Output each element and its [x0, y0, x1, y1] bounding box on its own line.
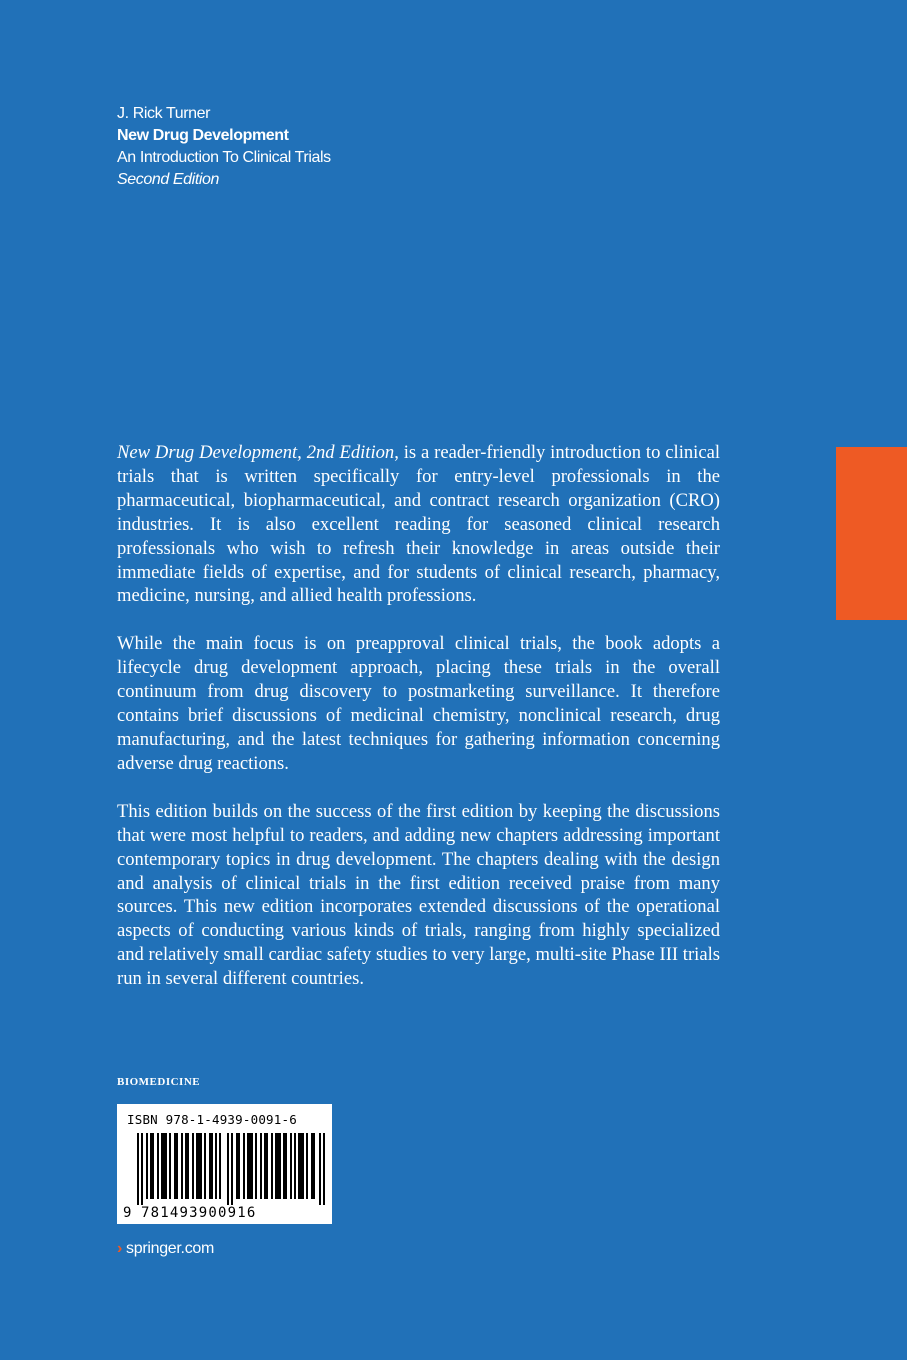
book-title: New Drug Development [117, 127, 289, 144]
blurb-paragraph-3: This edition builds on the success of the first edition by keeping the discussions that were most helpful to readers, and adding new chapters addressing important contemporary topics in drug development. The chapters dealing with the design and analysis of clinical trials in the first edition received praise from many sources. This new edition incorporates extended discussions of the operational aspects of conducting various kinds of trials, ranging from highly specialized and relatively small cardiac safety studies to very large, multi-site Phase III trials run in several different countries. [117, 800, 720, 990]
blurb-paragraph-1-text: , is a reader-friendly introduction to clinical trials that is written specifically for entry-level professionals in the pharmaceutical, biopharmaceutical, and contract research organization (CRO) industries. It is also excellent reading for seasoned clinical research professionals who wish to refresh their knowledge in areas outside their immediate fields of expertise, and for students of clinical research, pharmacy, medicine, nursing, and allied health professions. [117, 442, 720, 607]
book-header [117, 103, 331, 191]
back-cover-blurb [117, 441, 720, 1015]
orange-accent-tab [836, 447, 907, 620]
ean-digits: 781493900916 [141, 1205, 257, 1221]
ean-first-digit: 9 [123, 1205, 132, 1221]
publisher-website[interactable] [117, 1240, 214, 1258]
book-edition: Second Edition [117, 171, 220, 188]
blurb-paragraph-2: While the main focus is on preapproval clinical trials, the book adopts a lifecycle drug development approach, placing these trials in the overall continuum from drug discovery to postmarketing surveillance. It therefore contains brief discussions of medicinal chemistry, nonclinical research, drug manufacturing, and the latest techniques for gathering information concerning adverse drug reactions. [117, 633, 720, 774]
publisher-site-label[interactable]: springer.com [126, 1240, 215, 1257]
blurb-paragraph-1 [117, 441, 720, 608]
isbn-barcode [117, 1104, 332, 1224]
blurb-lead-title: New Drug Development, 2nd Edition [117, 442, 395, 463]
book-subtitle: An Introduction To Clinical Trials [117, 149, 331, 166]
subject-category: BIOMEDICINE [117, 1076, 201, 1088]
chevron-right-icon: › [117, 1240, 123, 1257]
barcode-bars [137, 1133, 325, 1205]
isbn-label: ISBN 978-1-4939-0091-6 [127, 1112, 297, 1127]
author-name: J. Rick Turner [117, 105, 211, 122]
